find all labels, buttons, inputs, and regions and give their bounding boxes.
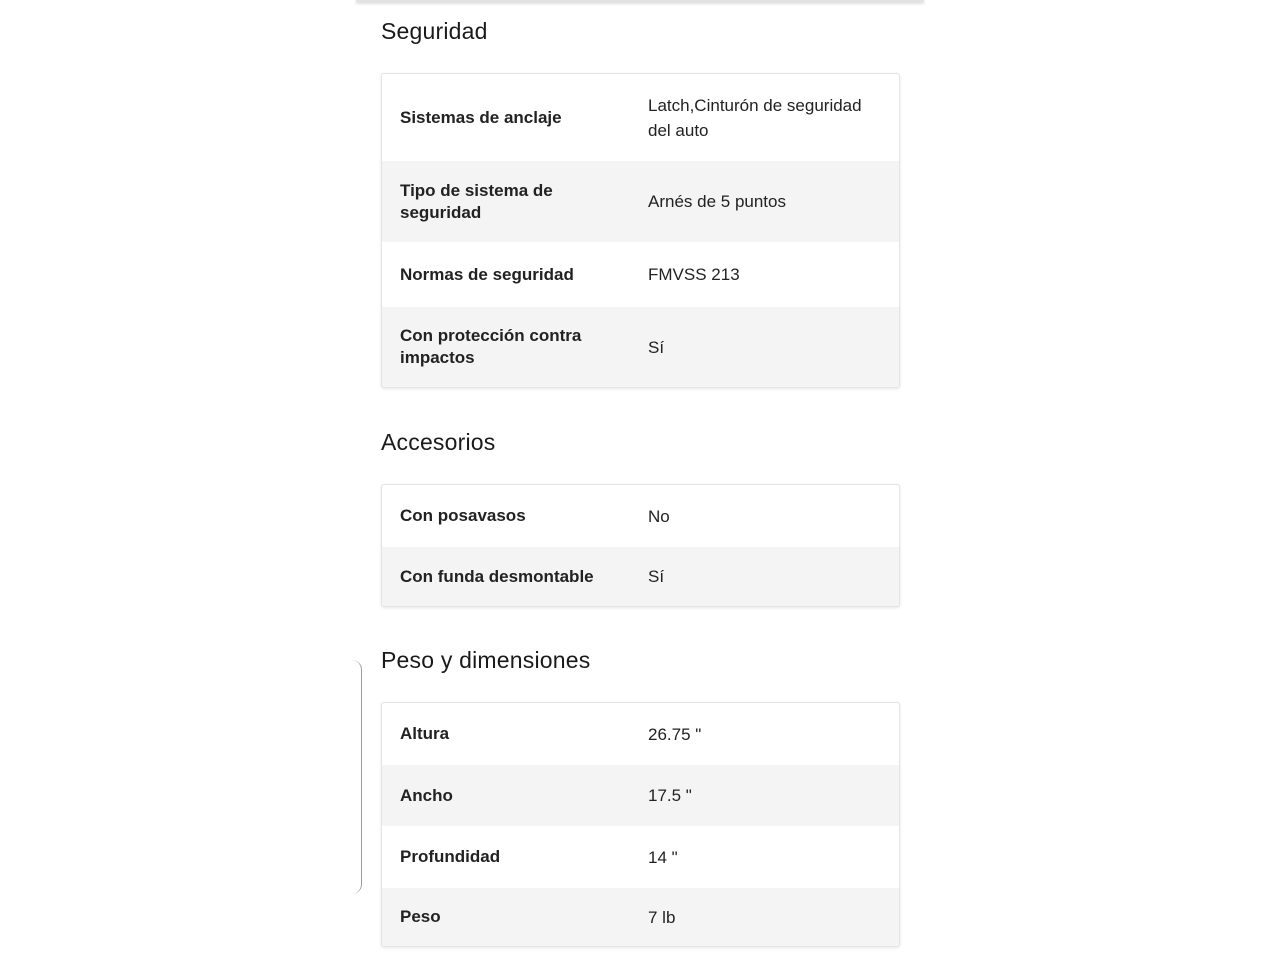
spec-value: Sí bbox=[648, 567, 665, 586]
section-title-peso-y-dimensiones: Peso y dimensiones bbox=[381, 647, 591, 673]
spec-value: 14 " bbox=[648, 847, 678, 867]
spec-label: Con protección contra impactos bbox=[400, 326, 582, 367]
spec-label: Ancho bbox=[400, 785, 453, 805]
spec-label: Peso bbox=[400, 907, 441, 926]
spec-row-normas-de-seguridad bbox=[382, 242, 899, 307]
spec-value: No bbox=[648, 506, 670, 526]
spec-label: Sistemas de anclaje bbox=[400, 107, 562, 127]
spec-table-seguridad bbox=[381, 73, 900, 388]
spec-label: Normas de seguridad bbox=[400, 264, 574, 284]
section-accesorios bbox=[381, 428, 898, 586]
spec-value: 17.5 " bbox=[648, 786, 692, 805]
spec-table-peso-y-dimensiones bbox=[381, 702, 900, 947]
spec-row-profundidad bbox=[382, 826, 899, 888]
section-peso-y-dimensiones bbox=[381, 646, 898, 927]
spec-row-funda-desmontable bbox=[382, 547, 899, 606]
header-divider bbox=[356, 0, 924, 2]
spec-value: Arnés de 5 puntos bbox=[648, 192, 786, 211]
spec-table-accesorios bbox=[381, 484, 900, 607]
spec-label: Altura bbox=[400, 724, 450, 743]
spec-value: 26.75 " bbox=[648, 724, 702, 744]
spec-row-con-posavasos bbox=[382, 485, 899, 547]
spec-value: FMVSS 213 bbox=[648, 265, 740, 284]
spec-row-ancho bbox=[382, 765, 899, 826]
spec-row-peso bbox=[382, 888, 899, 946]
section-seguridad bbox=[381, 17, 898, 367]
section-title-seguridad: Seguridad bbox=[381, 18, 488, 44]
spec-label: Profundidad bbox=[400, 847, 501, 866]
spec-label: Con posavasos bbox=[400, 506, 526, 525]
spec-row-proteccion-impactos bbox=[382, 307, 899, 387]
spec-value: Sí bbox=[648, 337, 665, 357]
spec-value: 7 lb bbox=[648, 907, 676, 927]
spec-row-altura bbox=[382, 703, 899, 765]
spec-label: Tipo de sistema de seguridad bbox=[400, 180, 553, 222]
spec-label: Con funda desmontable bbox=[400, 566, 594, 586]
scroll-indicator[interactable] bbox=[352, 660, 362, 894]
spec-row-tipo-de-sistema bbox=[382, 161, 899, 242]
spec-row-sistemas-de-anclaje bbox=[382, 74, 899, 161]
section-title-accesorios: Accesorios bbox=[381, 429, 496, 455]
spec-value: Latch,Cinturón de seguridad del auto bbox=[648, 95, 862, 140]
